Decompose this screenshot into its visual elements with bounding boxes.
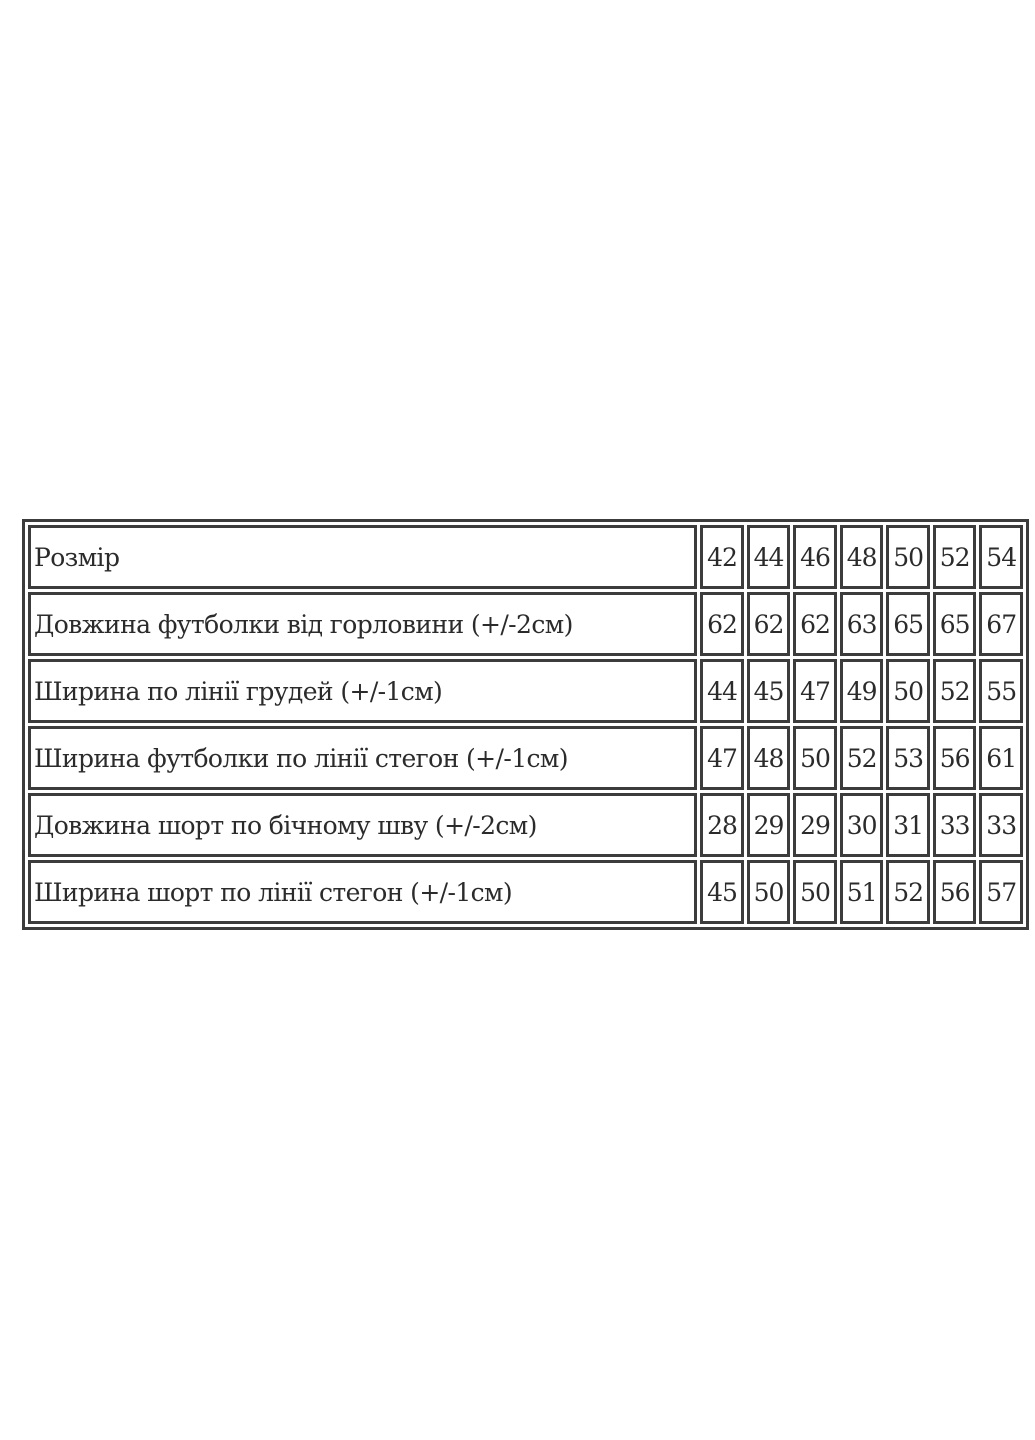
measurement-value: 47 bbox=[793, 659, 837, 723]
measurement-value: 28 bbox=[700, 793, 744, 857]
measurement-value: 48 bbox=[747, 726, 791, 790]
size-value: 48 bbox=[840, 525, 884, 589]
measurement-value: 50 bbox=[886, 659, 930, 723]
measurement-value: 67 bbox=[979, 592, 1023, 656]
measurement-value: 55 bbox=[979, 659, 1023, 723]
measurement-value: 50 bbox=[793, 860, 837, 924]
measurement-value: 62 bbox=[700, 592, 744, 656]
measurement-value: 51 bbox=[840, 860, 884, 924]
measurement-value: 61 bbox=[979, 726, 1023, 790]
row-label: Ширина футболки по лінії стегон (+/-1см) bbox=[28, 726, 697, 790]
measurement-value: 29 bbox=[793, 793, 837, 857]
row-label: Ширина шорт по лінії стегон (+/-1см) bbox=[28, 860, 697, 924]
measurement-value: 33 bbox=[933, 793, 977, 857]
row-label: Довжина футболки від горловини (+/-2см) bbox=[28, 592, 697, 656]
measurement-value: 45 bbox=[747, 659, 791, 723]
measurement-value: 29 bbox=[747, 793, 791, 857]
measurement-value: 65 bbox=[886, 592, 930, 656]
size-row bbox=[28, 525, 1023, 589]
row-label: Розмір bbox=[28, 525, 697, 589]
measurement-row bbox=[28, 860, 1023, 924]
measurement-value: 52 bbox=[840, 726, 884, 790]
measurement-value: 33 bbox=[979, 793, 1023, 857]
size-chart-table bbox=[22, 519, 1029, 930]
measurement-value: 62 bbox=[747, 592, 791, 656]
size-value: 42 bbox=[700, 525, 744, 589]
measurement-value: 45 bbox=[700, 860, 744, 924]
measurement-value: 52 bbox=[886, 860, 930, 924]
measurement-row bbox=[28, 659, 1023, 723]
measurement-row bbox=[28, 726, 1023, 790]
measurement-value: 65 bbox=[933, 592, 977, 656]
row-label: Довжина шорт по бічному шву (+/-2см) bbox=[28, 793, 697, 857]
measurement-value: 31 bbox=[886, 793, 930, 857]
measurement-value: 56 bbox=[933, 860, 977, 924]
measurement-value: 57 bbox=[979, 860, 1023, 924]
measurement-value: 50 bbox=[747, 860, 791, 924]
measurement-value: 52 bbox=[933, 659, 977, 723]
size-value: 50 bbox=[886, 525, 930, 589]
measurement-row bbox=[28, 793, 1023, 857]
size-value: 54 bbox=[979, 525, 1023, 589]
measurement-value: 62 bbox=[793, 592, 837, 656]
measurement-value: 30 bbox=[840, 793, 884, 857]
size-value: 52 bbox=[933, 525, 977, 589]
measurement-value: 53 bbox=[886, 726, 930, 790]
measurement-row bbox=[28, 592, 1023, 656]
measurement-value: 50 bbox=[793, 726, 837, 790]
measurement-value: 47 bbox=[700, 726, 744, 790]
size-value: 46 bbox=[793, 525, 837, 589]
measurement-value: 56 bbox=[933, 726, 977, 790]
measurement-value: 63 bbox=[840, 592, 884, 656]
measurement-value: 44 bbox=[700, 659, 744, 723]
row-label: Ширина по лінії грудей (+/-1см) bbox=[28, 659, 697, 723]
size-value: 44 bbox=[747, 525, 791, 589]
measurement-value: 49 bbox=[840, 659, 884, 723]
